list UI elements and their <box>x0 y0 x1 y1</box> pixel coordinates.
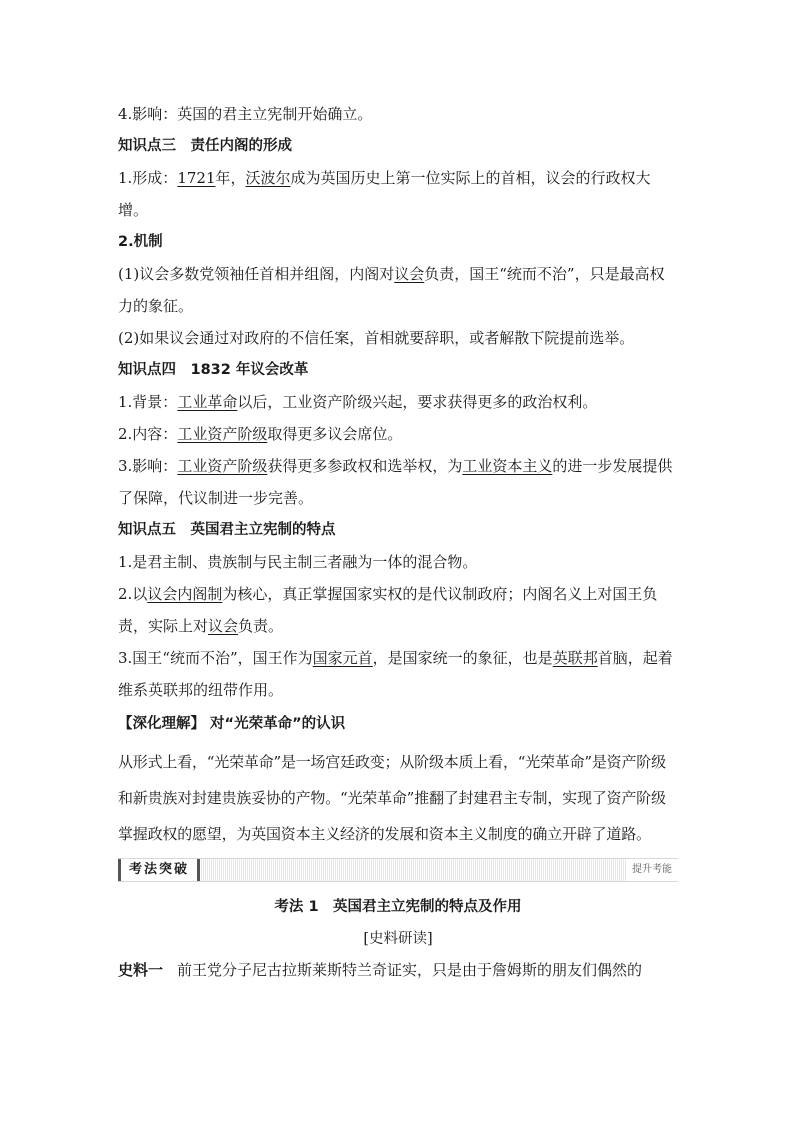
influence-underlined-2: 工业资本主义 <box>462 457 553 475</box>
walpole-name: 沃波尔 <box>245 169 291 187</box>
content-suffix: 取得更多议会席位。 <box>267 425 403 443</box>
deep-understanding-tag: 【深化理解】 <box>118 716 205 732</box>
method-title: 考法 1 英国君主立宪制的特点及作用 <box>274 899 522 915</box>
influence-underlined-1: 工业资产阶级 <box>177 457 268 475</box>
trait-2-prefix: 2.以 <box>118 585 148 603</box>
mechanism-1-prefix: (1)议会多数党领袖任首相并组阁，内阁对 <box>118 265 395 283</box>
heading-point-four: 知识点四 1832 年议会改革 <box>118 362 309 378</box>
mechanism-item-2: (2)如果议会通过对政府的不信任案，首相就要辞职，或者解散下院提前选举。 <box>118 329 635 347</box>
heading-point-three: 知识点三 责任内阁的形成 <box>118 138 292 154</box>
industrial-bourgeoisie: 工业资产阶级 <box>177 425 268 443</box>
trait-2-suffix: 负责。 <box>238 617 284 635</box>
influence-prefix: 3.影响： <box>118 457 178 475</box>
content-item <box>118 418 678 450</box>
deep-understanding-heading <box>118 708 678 740</box>
trait-item-1: 1.是君主制、贵族制与民主制三者融为一体的混合物。 <box>118 553 478 571</box>
mechanism-item-1 <box>118 258 678 322</box>
source-one-text: 前王党分子尼古拉斯莱斯特兰奇证实，只是由于詹姆斯的朋友们偶然的 <box>177 961 643 979</box>
heading-point-five: 知识点五 英国君主立宪制的特点 <box>118 522 336 538</box>
influence-suffix: 的进一步发展提供了保障，代议制进一步完善。 <box>118 457 673 507</box>
deep-understanding-paragraph: 从形式上看，“光荣革命”是一场宫廷政变；从阶级本质上看，“光荣革命”是资产阶级和新贵族对封建贵族妥协的产物。“光荣革命”推翻了封建君主专制，实现了资产阶级掌握政权的愿望，为英国资本主义经济的发展和资本主义制度的确立开辟了道路。 <box>118 753 666 843</box>
trait-3-underlined-2: 英联邦 <box>552 649 598 667</box>
section-bar <box>118 858 678 882</box>
trait-item-3 <box>118 642 678 706</box>
page-content <box>118 98 678 986</box>
section-bar-label: 考法突破 <box>118 859 200 881</box>
source-reading-title: [史料研读] <box>363 931 433 947</box>
formation-suffix: 成为英国历史上第一位实际上的首相，议会的行政权大增。 <box>118 169 651 219</box>
background-prefix: 1.背景： <box>118 393 178 411</box>
trait-3-prefix: 3.国王“统而不治”，国王作为 <box>118 649 313 667</box>
mechanism-1-underlined: 议会 <box>394 265 425 283</box>
section-bar-right: 提升考能 <box>626 859 678 881</box>
industrial-revolution: 工业革命 <box>177 393 238 411</box>
trait-2-mid: 为核心，真正掌握国家实权的是代议制政府；内阁名义上对国王负责，实际上对 <box>118 585 658 635</box>
background-item <box>118 386 678 418</box>
trait-2-underlined-1: 议会内阁制 <box>147 585 223 603</box>
source-one <box>118 954 678 986</box>
formation-prefix: 1.形成： <box>118 169 178 187</box>
background-suffix: 以后，工业资产阶级兴起，要求获得更多的政治权利。 <box>237 393 598 411</box>
formation-mid: 年， <box>215 169 246 187</box>
trait-item-2 <box>118 578 678 642</box>
content-prefix: 2.内容： <box>118 425 178 443</box>
trait-3-mid: ，是国家统一的象征，也是 <box>372 649 553 667</box>
influence-item <box>118 450 678 514</box>
year-1721: 1721 <box>177 169 216 187</box>
deep-understanding-title: 对“光荣革命”的认识 <box>205 716 346 732</box>
trait-3-underlined-1: 国家元首 <box>312 649 373 667</box>
trait-3-suffix: 首脑，起着维系英联邦的纽带作用。 <box>118 649 673 699</box>
mechanism-1-suffix: 负责，国王“统而不治”，只是最高权力的象征。 <box>118 265 665 315</box>
source-one-label: 史料一 <box>118 961 164 979</box>
point-two-influence: 4.影响：英国的君主立宪制开始确立。 <box>118 105 373 123</box>
influence-mid: 获得更多参政权和选举权，为 <box>267 457 463 475</box>
trait-2-underlined-2: 议会 <box>208 617 239 635</box>
mechanism-heading: 2.机制 <box>118 234 163 250</box>
formation-paragraph <box>118 162 678 226</box>
